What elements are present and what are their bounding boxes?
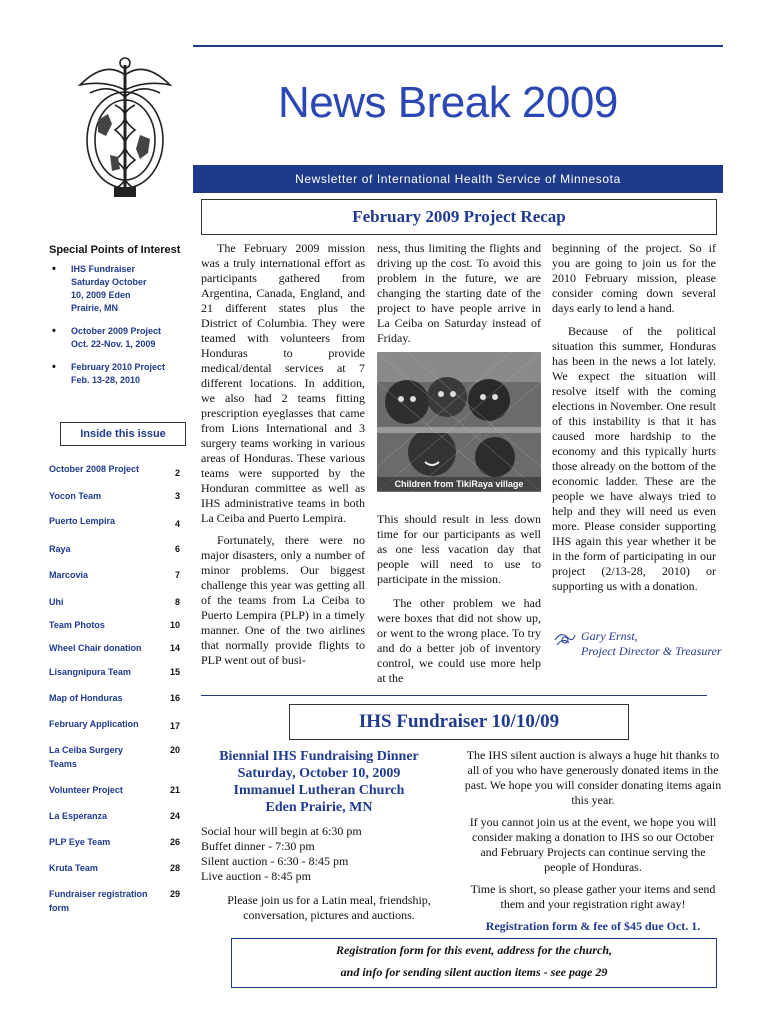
auction-paragraph: The IHS silent auction is always a huge hit thanks to all of you who have generously donated items in the past. We hope you will consider donating items again this year. (464, 748, 722, 807)
recap-column-3 (552, 241, 716, 594)
toc-title: Marcovia (49, 570, 89, 580)
fundraiser-heading-box (289, 704, 629, 740)
toc-page: 7 (174, 570, 180, 580)
recap-column-2-top (377, 241, 541, 346)
event-line: Eden Prairie, MN (265, 800, 373, 815)
event-line: Biennial IHS Fundraising Dinner (219, 749, 419, 764)
toc-page: 16 (169, 693, 180, 703)
recap-paragraph: beginning of the project. So if you are going to join us for the 2010 February mission, please consider coming down several days early to lend a hand. (552, 241, 716, 315)
schedule-line: Social hour will begin at 6:30 pm (201, 824, 362, 838)
toc-page: 17 (169, 721, 180, 731)
special-point-item: • February 2010 Project Feb. 13-28, 2010 (49, 361, 183, 387)
newsletter-title: News Break 2009 (278, 78, 618, 127)
recap-column-1 (201, 241, 365, 668)
toc-title: February Application (49, 719, 139, 729)
recap-column-2-bottom (377, 512, 541, 686)
toc-title: PLP Eye Team (49, 837, 111, 847)
special-points-title: Special Points of Interest (49, 244, 181, 256)
special-point-item: • October 2009 Project Oct. 22-Nov. 1, 2009 (49, 325, 179, 351)
masthead-rule (193, 45, 723, 47)
registration-info-line: and info for sending silent auction items - see page 29 (340, 965, 608, 979)
children-photo-image (377, 352, 541, 492)
toc-title: Yocon Team (49, 491, 102, 501)
toc-page: 20 (169, 745, 180, 755)
auction-paragraph: If you cannot join us at the event, we hope you will consider making a donation to IHS so our October and February Projects can continue serving the people of Honduras. (469, 815, 717, 874)
recap-paragraph: This should result in less down time for our participants as well as one less vacation day that people will need to use to participate in the mission. (377, 512, 541, 586)
fundraiser-event-details (201, 748, 437, 816)
schedule-line: Live auction - 8:45 pm (201, 869, 311, 883)
recap-paragraph: Because of the political situation this summer, Honduras has been in the news a lot lately. We expect the situation will resolve itself with the coming elections in November. One result of this instability is that it has caused more hardship to the economy and this typically hurts those already on the bottom of the economic ladder. These are the people we have always tried to help and they will need us even more. Please consider supporting IHS again this year whether it be in the form of participating in our project (2/13-28, 2010) or supporting us with a donation. (552, 324, 716, 593)
signature-name: Gary Ernst, (581, 629, 638, 643)
recap-paragraph: ness, thus limiting the flights and driving up the cost. To avoid this problem in the future, we are changing the starting date of the project to have people arrive in La Ceiba on Saturday instead of Friday. (377, 241, 541, 345)
auction-paragraph: Time is short, so please gather your items and send them and your registration right away! (470, 882, 716, 911)
fundraiser-schedule (201, 824, 362, 884)
recap-paragraph: Fortunately, there were no major disasters, only a number of minor problems. Our biggest challenge this year was getting all of the teams from La Ceiba to Puerto Lempira (PLP) in a timely manner. One of the two airlines that normally provide flights to PLP went out of busi- (201, 533, 365, 667)
toc-page: 29 (169, 889, 180, 899)
toc-title: Map of Honduras (49, 693, 123, 703)
toc-page: 8 (174, 597, 180, 607)
toc-page: 4 (174, 519, 180, 529)
toc-page: 26 (169, 837, 180, 847)
toc-title: Fundraiser registration form (49, 889, 148, 913)
toc-page: 14 (169, 643, 180, 653)
recap-paragraph: The other problem we had were boxes that did not show up, or went to the wrong place. To try and do a better job of inventory control, we could use more help at the (377, 596, 541, 685)
recap-paragraph: The February 2009 mission was a truly international effort as participants gathered from Argentina, Canada, England, and 21 different states plus the District of Columbia. They were teamed with volunteers from Honduras to provide medical/dental services at 7 different locations. In addition, we also had 2 teams fitting prescription eyeglasses that came from Lions International and 3 surgery teams working in various areas of Honduras. These various teams were supported by the Honduran committee as well as IHS administrative teams in both La Ceiba and Puerto Lempira. (201, 241, 365, 525)
toc-title: Puerto Lempira (49, 516, 116, 526)
flourish-icon (553, 629, 577, 651)
toc-page: 2 (174, 468, 180, 478)
schedule-line: Silent auction - 6:30 - 8:45 pm (201, 854, 349, 868)
photo-caption: Children from TikiRaya village (377, 477, 541, 491)
toc-page: 3 (174, 491, 180, 501)
toc-title: Team Photos (49, 620, 105, 630)
registration-deadline: Registration form & fee of $45 due Oct. 1. (485, 919, 701, 933)
toc-title: Raya (49, 544, 71, 554)
event-line: Immanuel Lutheran Church (233, 783, 405, 798)
event-line: Saturday, October 10, 2009 (237, 766, 401, 781)
special-point-item: • IHS Fundraiser Saturday October 10, 2009 Eden Prairie, MN (49, 263, 157, 315)
section-divider (201, 695, 707, 696)
inside-this-issue-title: Inside this issue (80, 428, 166, 440)
newsletter-subtitle-bar (193, 165, 723, 193)
children-photo (377, 352, 541, 492)
toc-title: Kruta Team (49, 863, 98, 873)
toc-page: 15 (169, 667, 180, 677)
fundraiser-invitation: Please join us for a Latin meal, friendship, conversation, pictures and auctions. (227, 893, 431, 922)
fundraiser-auction-info (463, 748, 723, 934)
fundraiser-heading: IHS Fundraiser 10/10/09 (358, 711, 560, 732)
toc-title: Uhi (49, 597, 64, 607)
toc-page: 28 (169, 863, 180, 873)
inside-this-issue-box (60, 422, 186, 446)
recap-heading: February 2009 Project Recap (352, 207, 566, 226)
signature-title: Project Director & Treasurer (581, 644, 722, 658)
toc-page: 24 (169, 811, 180, 821)
registration-info-line: Registration form for this event, address for the church, (335, 943, 613, 957)
toc-page: 10 (169, 620, 180, 630)
toc-title: Lisangnipura Team (49, 667, 131, 677)
toc-page: 6 (174, 544, 180, 554)
toc-title: Volunteer Project (49, 785, 123, 795)
registration-info-box (231, 938, 717, 988)
toc-title: Wheel Chair donation (49, 643, 142, 653)
recap-heading-box (201, 199, 717, 235)
toc-title: La Esperanza (49, 811, 108, 821)
ihs-logo (60, 45, 190, 200)
schedule-line: Buffet dinner - 7:30 pm (201, 839, 315, 853)
newsletter-subtitle: Newsletter of International Health Service of Minnesota (295, 172, 621, 186)
toc-page: 21 (169, 785, 180, 795)
toc-title: October 2008 Project (49, 464, 140, 474)
toc-title: La Ceiba Surgery Teams (49, 745, 124, 769)
special-points-list (49, 263, 189, 397)
